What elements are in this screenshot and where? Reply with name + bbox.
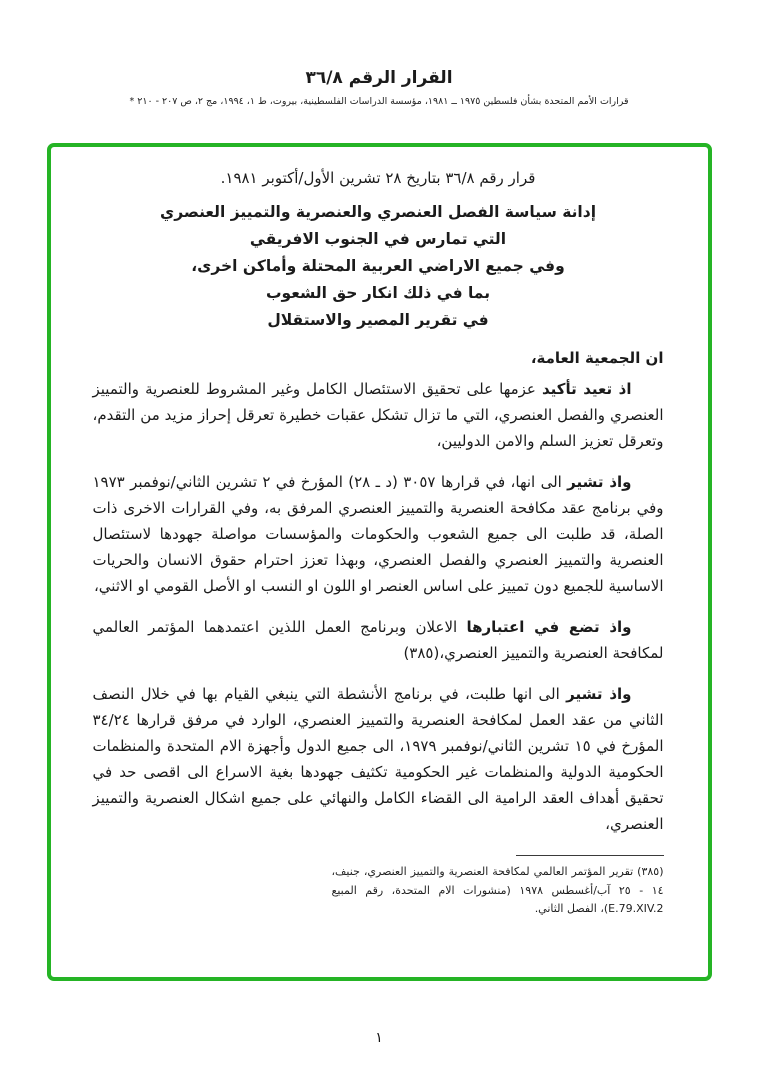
paragraph-lead: واذ تضع في اعتبارها	[466, 618, 632, 636]
heading-line: إدانة سياسة الفصل العنصري والعنصرية والتمييز العنصري	[159, 203, 597, 221]
paragraph-text: الى انها طلبت، في برنامج الأنشطة التي ينبغي القيام بها في خلال النصف الثاني من عقد العمل لمكافحة العنصرية والتمييز العنصري، الوارد في مرفق قرارها ٣٤/٢٤ المؤرخ في ١٥ تشرين الثاني/نوفمبر ١٩٧٩، الى جميع الدول وأجهزة الام المتحدة والمنظمات الحكومية الدولية والمنظمات غير الحكومية تكثيف جهودها بغية الاسراع الى اقصى حد في تحقيق أهداف العقد الرامية الى القضاء الكامل والنهائي على جميع اشكال العنصرية والتمييز العنصري،	[92, 685, 664, 833]
page-header	[0, 0, 758, 107]
footnote-text: (٣٨٥) تقرير المؤتمر العالمي لمكافحة العنصرية والتمييز العنصري، جنيف، ١٤ - ٢٥ آب/أغسطس ١٩٧٨ (منشورات الام المتحدة، رقم المبيع E.79.XIV.2)، الفصل الثاني.	[331, 865, 664, 915]
footnote	[332, 855, 664, 919]
footnote-separator	[516, 855, 664, 856]
heading-line: وفي جميع الاراضي العربية المحتلة وأماكن اخرى،	[191, 257, 565, 275]
paragraph-lead: واذ تشير	[566, 685, 632, 703]
citation-line: قرارات الأمم المتحدة بشأن فلسطين ١٩٧٥ ــ ١٩٨١، مؤسسة الدراسات الفلسطينية، بيروت، ط ١، ١٩٩٤، مج ٢، ص ٢٠٧ - ٢١٠ *	[129, 96, 629, 107]
heading-block	[93, 199, 664, 334]
heading-line: التي تمارس في الجنوب الافريقي	[249, 230, 507, 248]
paragraph-text: عزمها على تحقيق الاستئصال الكامل وغير المشروط للعنصرية والتمييز العنصري والفصل العنصري، التي ما تزال تشكل عقبات خطيرة تعرقل إحراز مزيد من التقدم، وتعرقل تعزيز السلم والامن الدوليين،	[92, 380, 664, 450]
paragraph	[93, 376, 664, 454]
paragraph-text: الاعلان وبرنامج العمل اللذين اعتمدهما المؤتمر العالمي لمكافحة العنصرية والتمييز العنصري،(٣٨٥)	[92, 618, 664, 662]
paragraph	[93, 469, 664, 599]
resolution-date-line: قرار رقم ٣٦/٨ بتاريخ ٢٨ تشرين الأول/أكتوبر ١٩٨١.	[220, 169, 536, 187]
page-title: القرار الرقم ٣٦/٨	[305, 68, 453, 88]
content-box	[47, 143, 712, 981]
page-number: ١	[375, 1030, 383, 1046]
heading-line: في تقرير المصير والاستقلال	[267, 311, 489, 329]
heading-line: بما في ذلك انكار حق الشعوب	[265, 284, 491, 302]
paragraph-lead: واذ تشير	[567, 473, 632, 491]
opening-line: ان الجمعية العامة،	[530, 349, 664, 367]
paragraph	[93, 681, 664, 837]
paragraph	[93, 614, 664, 666]
paragraph-lead: اذ تعيد تأكيد	[541, 380, 632, 398]
paragraph-text: الى انها، في قرارها ٣٠٥٧ (د ـ ٢٨) المؤرخ في ٢ تشرين الثاني/نوفمبر ١٩٧٣ وفي برنامج عقد مكافحة العنصرية والتمييز العنصري المرفق به، وفي القرارات الاخرى ذات الصلة، قد طلبت الى جميع الشعوب والحكومات والمؤسسات مواصلة جهودها لاستئصال العنصرية والتمييز العنصري والفصل العنصري، وبهذا تعزز احترام حقوق الانسان والحريات الاساسية للجميع دون تمييز على اساس العنصر او اللون او النسب او الأصل القومي او الاثني،	[92, 473, 664, 595]
